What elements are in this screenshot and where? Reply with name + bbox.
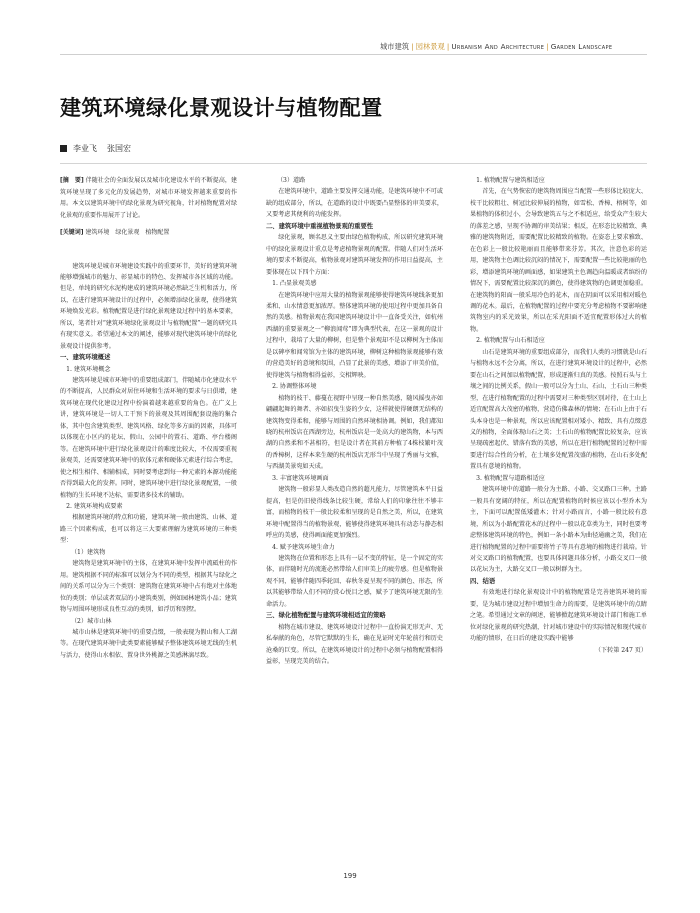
body-paragraph: 植物的枝干、藤蔓在视野中呈现一种自然美感，随风摇曳亦如翩翩起舞的舞者、亦如招曳生姿的少女，这样就使得硬朗无结构的建筑物变得柔和，能够与周围的自然环境相协调。例如，我们都知晓的杭州饭店在西湖旁边，杭州饭店是一处高大的建筑物，本与西湖的自然柔和不甚相符，但是设计者在其前方种植了4株枝繁叶茂的香樟树，这样本来生硬的杭州饭店无形当中呈现了秀丽与文雅，与西湖美景宛如天成。 [266,394,443,471]
author-name: 李业飞 [73,144,97,153]
author-marker-icon [60,145,67,152]
body-paragraph: 山石是建筑环境的重要组成部分，而我们人类的习惯就是山石与植物永远不会分离，所以，在进行建筑环境设计的过程中，必然要在山石之间加以植物配置，形成逐渐归真的美感。按照石头与土壤之间的比例关系，假山一般可以分为土山、石山、土石山三种类型，在进行植物配置的过程中需要对三种类型区别对待，在土山上适宜配置高大茂密的植物，营造仿佛森林的情境；在石山上由于石头本身也是一种景观，所以应该配置相对矮小、精致、具有点缀意义的植物，全面体现山石之美；土石山的植物配置比较复杂，应该呈现疏密起伏、错落有致的美感，所以在进行植物配置的过程中需要进行综合性的分析，在土壤多处配置茂盛的植物，在山石多处配置具有意境的植物。 [470,348,647,471]
body-paragraph: 建筑物在位置和形态上具有一层不变的特征，是一个固定的实体，而伴随时光的流逝必然带给人们审美上的疲劳感。但是植物景观不同，能够伴随四季轮回、春秋冬夏呈现不同的颜色、形态，所以其能够带给人们不同的赏心悦目之感，赋予了建筑环境无限的生命活力。 [266,554,443,608]
keywords-text: 建筑环境 绿化景观 植物配置 [85,229,170,236]
body-paragraph: 首先，在气势恢宏的建筑物周围应当配置一些形体比较庞大、枝干比较粗壮、树冠比较伸展的植物，如雪松、香樟、榕树等，如果植物的体积过小，会导致建筑五与之不相适应，给受众产生较大的落差之感，呈现不协调的审美结果；相反，在形态比较精致、典雅的建筑物附近，需要配置比较精致的植物。在姿态上要求雅致、在色彩上一般比较艳丽而且能够带来芬芳。其次，注意色彩的运用，建筑物主色调比较沉闷的情况下，需要配置一些比较艳丽的色彩，增添建筑环境的画面感，如果建筑主色调趋向温暖或者缤纷的情况下，需要配置比较深沉的颜色，使得建筑物的色调更加稳重。在建筑物的阳面一般采用冷色的花木，而在阴面可以采用相对暖色调的花木。最后，在植物配置的过程中要充分考虑植物不要影响建筑物室内的采光效果，所以在采光阳面不适宜配置形体过大的植物。 [470,188,647,333]
header-cn-garden: 园林景观 [415,42,445,51]
subsection-heading: 3. 丰富建筑环境画面 [272,474,329,482]
subsection-heading: 1. 植物配置与建筑相适应 [476,177,545,184]
title-rule [60,163,647,164]
subsection-heading: 3. 植物配置与道路相适应 [476,474,545,482]
header-en: Urbanism And Architecture [451,42,545,51]
continued-note: （下转第 247 页） [594,646,647,654]
body-paragraph: 植物在城市建设、建筑环境设计过程中一直扮演无形无声、无私奉献的角色，尽管它默默的生长，确在见证时光年轮前行和历史沧桑的巨变。所以，在建筑环境设计的过程中必须与植物配置相得益彰，呈现完美的结合。 [266,623,443,666]
subsection-heading: 1. 建筑环境概念 [66,365,111,373]
section-heading: 四、结语 [470,577,496,585]
abstract-label: [摘 要] [60,177,84,184]
text-column-1 [60,175,237,661]
body-paragraph: 建筑环境中的道路一般分为主路、小路、交叉路口三种。主路一般具有宽阔的特征，所以在配置植物的时候应该以小型乔木为主，下面可以配置低矮灌木；针对小路而言，小路一般比较有意境，所以为小路配置花木的过程中一般以花草类为主，同时也要考虑整体建筑环境的特色，例如一条小路本为曲径通幽之美，我们在进行植物配置的过程中需要将竹子等具有意境的植物进行栽培。针对交叉路口的植物配置，也要具体问题具体分析，小路交叉口一般以花坛为主，大路交叉口一般以树群为主。 [470,486,647,574]
subsection-heading: 1. 凸显景观美感 [272,280,317,288]
keywords-label: [关键词] [60,229,84,236]
body-paragraph: 在建筑环境中应用大量的植物景观能够使得建筑环境线条更加柔和、山水情意更加浓厚。整体建筑环境的使用过程中更加具备自然的美感。植物景观在我国建筑环境设计中一直备受关注，如杭州西湖的重要景观之一“柳浪闻莺”即为典型代表，在这一景观的设计过程中，栽培了大量的柳树，但是整个景观却不是以柳树为主体而是以碑亭和闻莺馆为主体的建筑环境，柳树这种植物景观能够有效的营造美好的意境和氛围，凸显了此景的美感，增添了审美价值，使得建筑与植物相得益彰，交相辉映。 [266,291,443,379]
body-paragraph: 建筑物一般彩显人类改造自然的超凡能力，尽管建筑本平日益提高，但是仍旧使得线条比较生硬，常给人们的印象往往不够丰富，而植物的枝干一般比较柔和呈现的是自然之美，所以，在建筑环境中配置得当的植物景观，能够使得建筑环境具有动态与静态相呼应的美感，使得画面能更加强烈。 [266,486,443,540]
intro-paragraph: 建筑环境是城市环境建设实践中的重要环节，美好的建筑环境能够增强城市的魅力、彰显城市的特色、发挥城市各区域的功能。但是，单纯的研究水泥构建成的建筑环境必然缺乏生机和活力，所以，在进行建筑环境设计的过程中，必须增添绿化景观，使得建筑环境焕发光彩。植物配置是进行绿化景观建设过程中的基本要素，所以，笔者针对“建筑环境绿化景观设计与植物配置”一题的研究具有现实意义。希望通过本文的阐述，能够对现代建筑环境中的绿化景观设计提供参考。 [60,262,237,350]
running-header [380,42,612,52]
header-cn-city: 城市建筑 [380,42,410,51]
body-paragraph: 在建筑环境中，道路主要发挥交通功能，是建筑环境中不可或缺的组成部分，所以，在道路的设计中既要凸显整体的审美要求，又要考虑其便利的功能发挥。 [266,188,443,219]
keywords [60,227,237,239]
body-paragraph: 根据建筑环境的特点和功能，建筑环境一般由建筑、山林、道路三个因素构成，也可以将这三大要素理解为建筑环境的三种类型： [60,514,237,545]
body-paragraph: 绿化景观，顾名思义主要由绿色植物构成，所以研究建筑环境中的绿化景观设计重点是考虑植物景观的配置。伴随人们对生活环境的要求不断提高，植物景观对建筑环境发挥的作用日益提高，主要体现在以下四个方面： [266,234,443,276]
subsection-heading: 2. 协调整体环境 [272,383,317,391]
author-name: 张国宏 [107,144,131,153]
body-paragraph: 建筑环境是城市环境中的重要组成部门，伴随城市化建设水平的不断提高，人民群众对居住环境和生活环境的要求与日俱增，建筑环境在现代化建设过程中扮演着越来越重要的角色。在广义上讲，建筑环境是一切人工干预下的景观及其周围配套设施的集合体，其中包含建筑类型、建筑风格、绿化等多方面的因素，具体可以体现在小区内的花坛、假山、公园中的置石、道路、亭台楼阁等。在建筑环境中进行绿化景观设计的难度比较大，不仅需要重视景观美，还需要建筑环境中的软体元素和硬体元素进行综合考虑，使之相生相伴、相辅相成，同时要考虑到每一种元素的本源功能能否得到最大化的发挥。同时，建筑环境中进行绿化景观配置，一般植物的生长环境不达标，需要诸多技术的辅助。 [60,377,237,499]
abstract [60,175,237,221]
text-column-2 [266,175,443,667]
header-separator: | [546,42,549,51]
header-rule [60,54,647,55]
body-paragraph: 有效地进行绿化景观设计中的植物配置是完善建筑环境的需要，是为城市建设过程中增加生命力的需要，是建筑环境中的点睛之笔。希望通过文章的阐述，能够掀起建筑环境设计部门和施工单位对绿化景观的研究热潮，针对城市建设中的实际情况和现代城市功能的情形，在日后的建设实践中能够 [470,589,647,643]
header-separator: | [446,42,450,51]
item-heading: （3）道路 [276,177,306,184]
subsection-heading: 2. 建筑环境构成要素 [66,503,123,511]
abstract-text: 伴随社会的全面发展以及城市化建设水平的不断提高，建筑环境呈现了多元化的发展趋势，对城市环境发挥越来重要的作用。本文以建筑环境中的绿化景观为研究视角，针对植物配置对绿化景观的重要作用展开了讨论。 [60,177,237,219]
header-separator: | [411,42,414,51]
body-paragraph: 建筑物是建筑环境中的主体，在建筑环境中发挥中流砥柱的作用。建筑根据不同的标准可以划分为不同的类型，根据其与绿化之间的关系可以分为三个类别：建筑物在建筑环境中占有绝对主体地位的类别；单层或者双层的小建筑类别，例如园林建筑小品；建筑物与周围环境形成良性互动的类别，如浮历和别墅。 [60,560,237,614]
body-paragraph: 城市山林是建筑环境中的重要点缀，一般表现为假山和人工湖等。在现代建筑环境中此类要素能够赋予整体建筑环境无线的生机与活力，使得山水相依、置身世外桃源之美感淋漓尽致。 [60,629,237,659]
subsection-heading: 2. 植物配置与山石相适应 [476,337,545,345]
article-title: 建筑环境绿化景观设计与植物配置 [60,96,383,120]
text-column-3 [470,175,647,656]
header-en-2: Garden Landscape [550,42,613,51]
item-heading: （2）城市山林 [70,617,112,625]
section-heading: 二、建筑环境中重视植物景观的重要性 [266,222,374,230]
subsection-heading: 4. 赋予建筑环境生命力 [272,543,335,551]
item-heading: （1）建筑物 [70,548,106,556]
author-line [60,143,131,154]
section-heading: 三、绿化植物配置与建筑环境相适宜的策略 [266,612,386,620]
section-heading: 一、建筑环境概述 [60,354,111,362]
page-number: 199 [343,872,357,880]
